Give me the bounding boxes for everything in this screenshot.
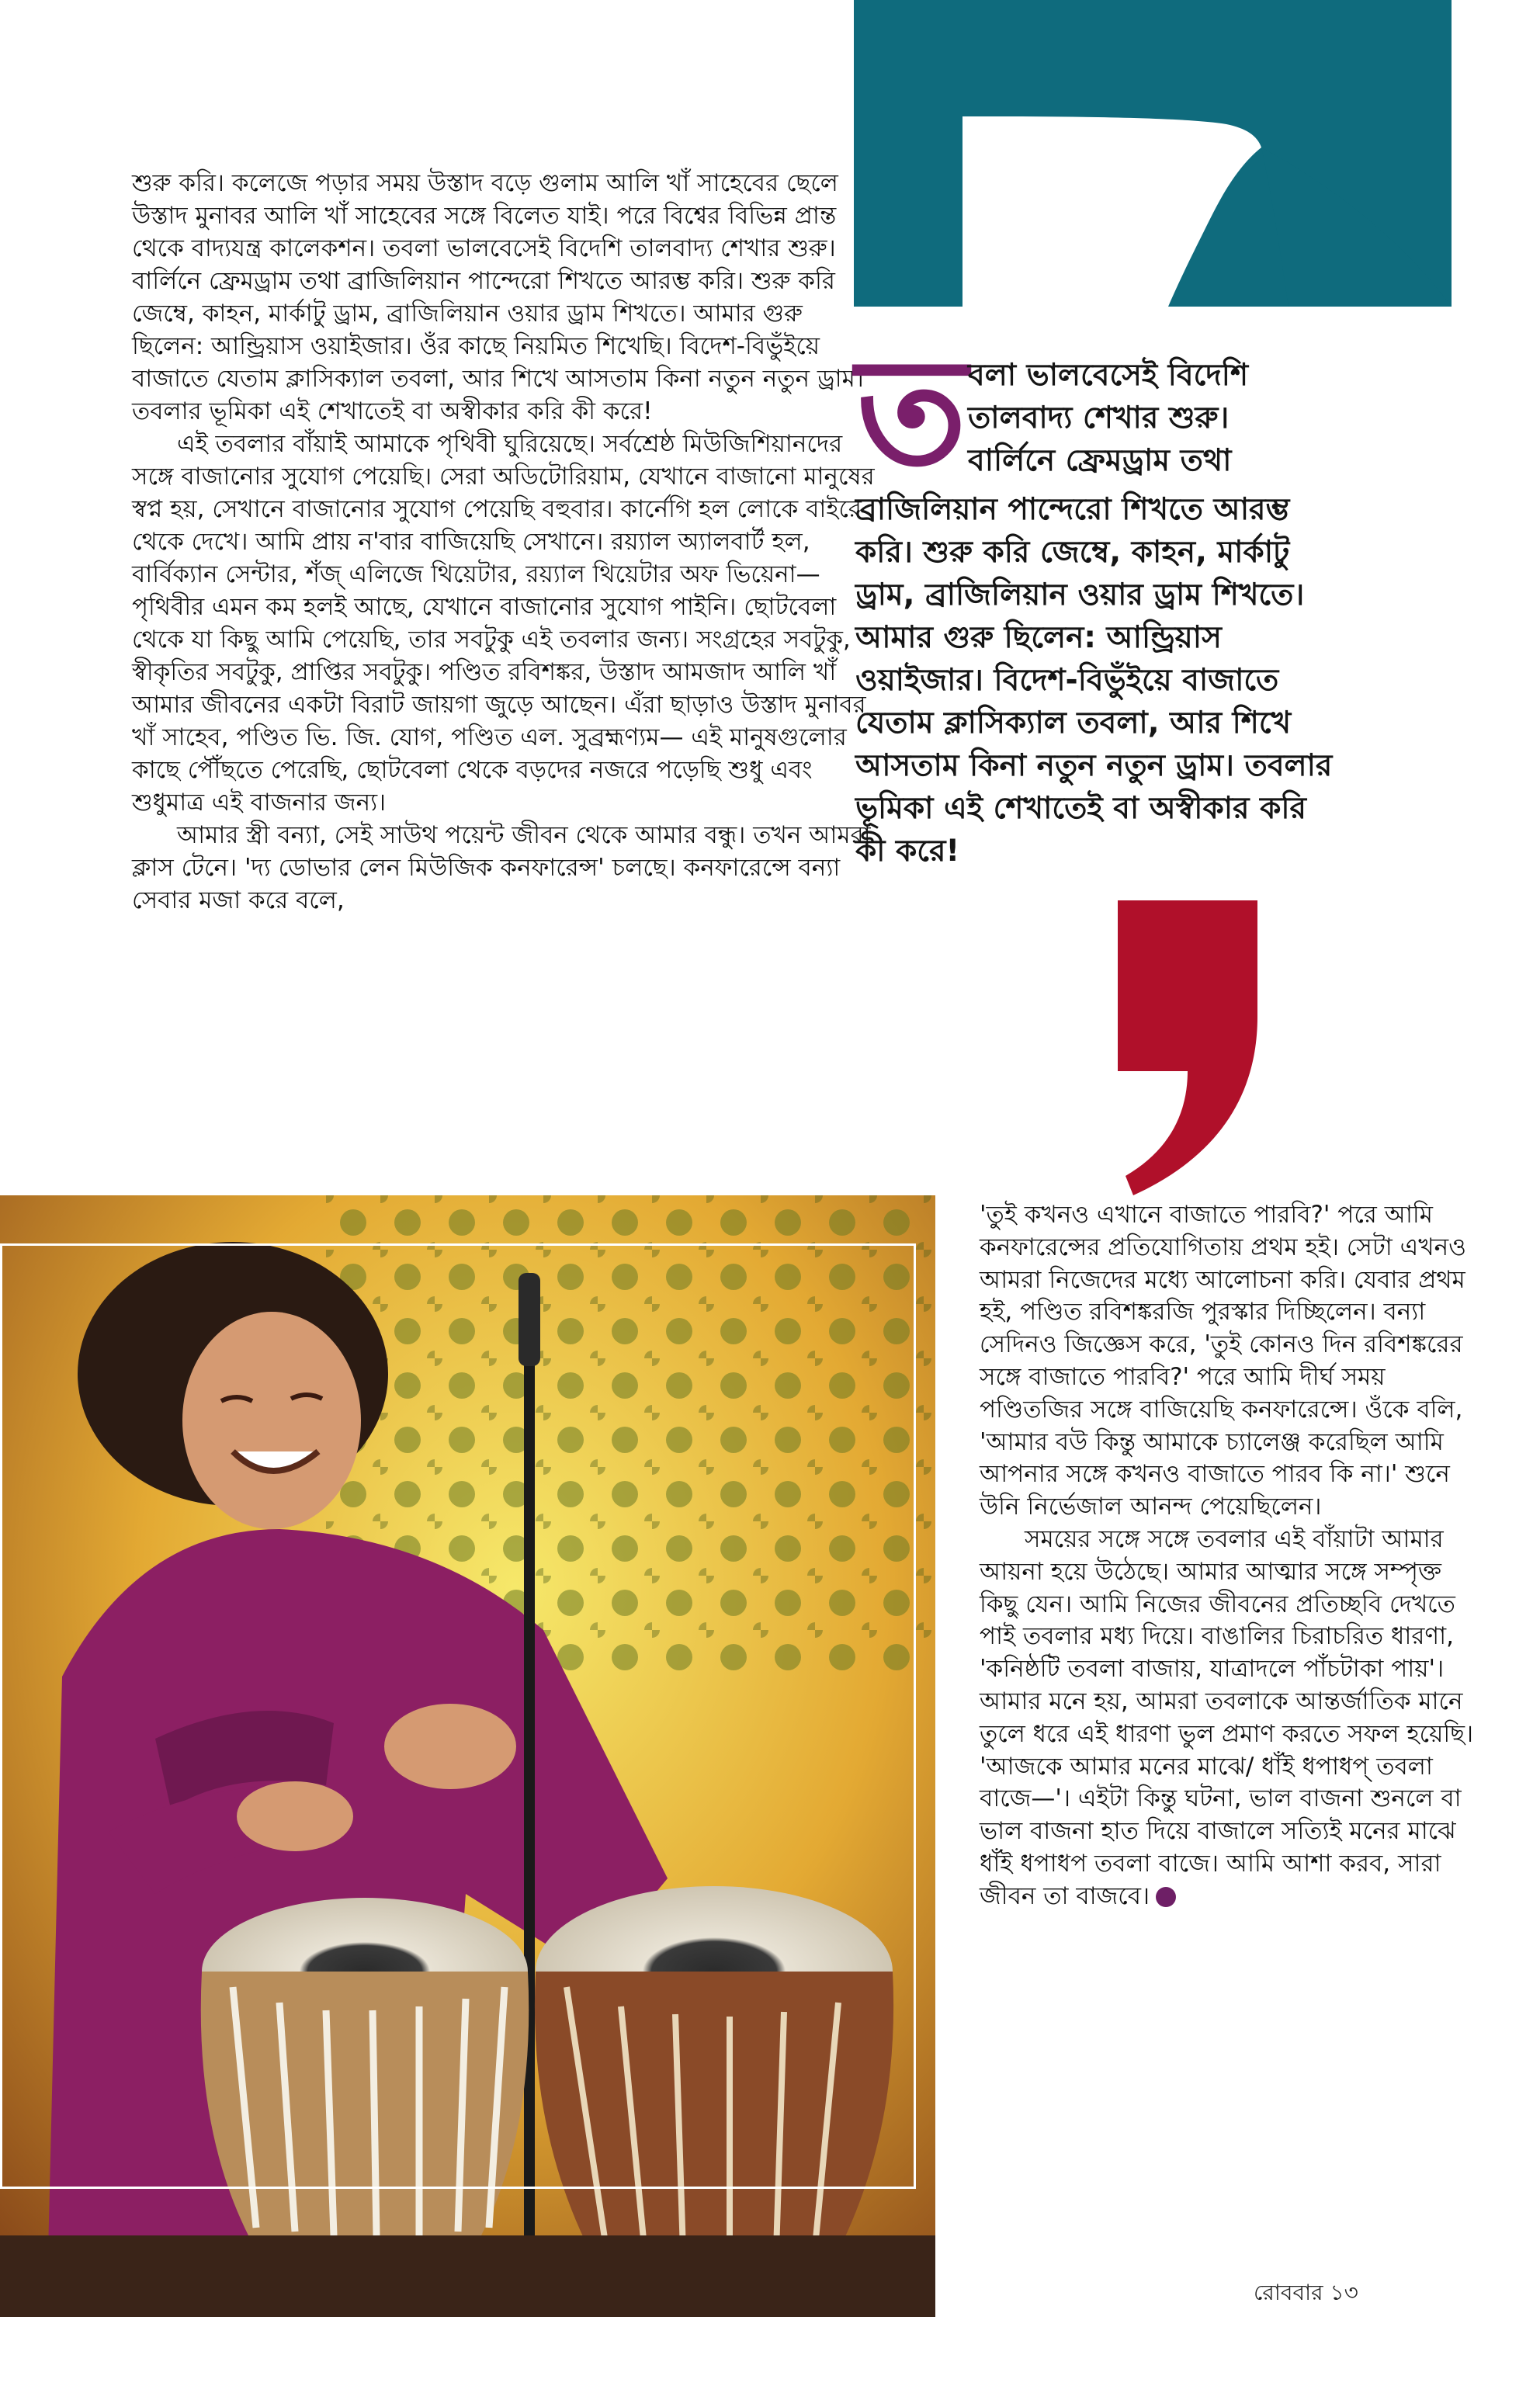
article-paragraph: 'তুই কখনও এখানে বাজাতে পারবি?' পরে আমি কনফারেন্সের প্রতিযোগিতায় প্রথম হই। সেটা এখনও আমরা নিজেদের মধ্যে আলোচনা করি। যেবার প্রথম হই, পণ্ডিত রবিশঙ্করজি পুরস্কার দিচ্ছিলেন। বন্যা সেদিনও জিজ্ঞেস করে, 'তুই কোনও দিন রবিশঙ্করের সঙ্গে বাজাতে পারবি?' পরে আমি দীর্ঘ সময় পণ্ডিতজির সঙ্গে বাজিয়েছি কনফারেন্সে। ওঁকে বলি, 'আমার বউ কিন্তু আমাকে চ্যালেঞ্জ করেছিল আমি আপনার সঙ্গে কখনও বাজাতে পারব কি না।' শুনে উনি নির্ভেজাল আনন্দ পেয়েছিলেন। — [980, 1201, 1466, 1521]
pull-quote-line: বলা ভালবেসেই বিদেশি — [968, 358, 1249, 393]
article-paragraph: আমার স্ত্রী বন্যা, সেই সাউথ পয়েন্ট জীবন থেকে আমার বন্ধু। তখন আমরা ক্লাস টেনে। 'দ্য ডোভার লেন মিউজিক কনফারেন্স' চলছে। কনফারেন্সে বন্যা সেবার মজা করে বলে, — [132, 821, 871, 914]
pull-quote-text: ব্রাজিলিয়ান পান্দেরো শিখতে আরম্ভ করি। শুরু করি জেম্বে, কাহন, মার্কাটু ড্রাম, ব্রাজিলিয়ান ওয়ার ড্রাম শিখতে। আমার গুরু ছিলেন: আন্ড্রিয়াস ওয়াইজার। বিদেশ-বিভুঁইয়ে বাজাতে যেতাম ক্লাসিক্যাল তবলা, আর শিখে আসতাম কিনা নতুন নতুন ড্রাম। তবলার ভূমিকা এই শেখাতেই বা অস্বীকার করি কী করে! — [855, 492, 1333, 869]
opening-quote-mark — [854, 0, 1452, 307]
pull-quote-line: তালবাদ্য শেখার শুরু। — [968, 401, 1230, 435]
closing-quote-mark — [1102, 900, 1257, 1195]
end-of-article-dot-icon — [1156, 1887, 1176, 1907]
article-paragraph: এই তবলার বাঁয়াই আমাকে পৃথিবী ঘুরিয়েছে। সর্বশ্রেষ্ঠ মিউজিশিয়ানদের সঙ্গে বাজানোর সুযোগ পেয়েছি। সেরা অডিটোরিয়াম, যেখানে বাজানো মানুষের স্বপ্ন হয়, সেখানে বাজানোর সুযোগ পেয়েছি বহুবার। কার্নেগি হল লোকে বাইরে থেকে দেখে। আমি প্রায় ন'বার বাজিয়েছি সেখানে। রয়্যাল অ্যালবার্ট হল, বার্বিক্যান সেন্টার, শঁজ্ এলিজে থিয়েটার, রয়্যাল থিয়েটার অফ ভিয়েনা— পৃথিবীর এমন কম হলই আছে, যেখানে বাজানোর সুযোগ পাইনি। ছোটবেলা থেকে যা কিছু আমি পেয়েছি, তার সবটুকু এই তবলার জন্য। সংগ্রহের সবটুকু, স্বীকৃতির সবটুকু, প্রাপ্তির সবটুকু। পণ্ডিত রবিশঙ্কর, উস্তাদ আমজাদ আলি খাঁ আমার জীবনের একটা বিরাট জায়গা জুড়ে আছেন। এঁরা ছাড়াও উস্তাদ মুনাবর খাঁ সাহেব, পণ্ডিত ভি. জি. যোগ, পণ্ডিত এল. সুব্রহ্মণ্যম— এই মানুষগুলোর কাছে পৌঁছতে পেরেছি, ছোটবেলা থেকে বড়দের নজরে পড়েছি শুধু এবং শুধুমাত্র এই বাজনার জন্য। — [132, 430, 875, 817]
article-paragraph: সময়ের সঙ্গে সঙ্গে তবলার এই বাঁয়াটা আমার আয়না হয়ে উঠেছে। আমার আত্মার সঙ্গে সম্পৃক্ত কিছু যেন। আমি নিজের জীবনের প্রতিচ্ছবি দেখতে পাই তবলার মধ্য দিয়ে। বাঙালির চিরাচরিত ধারণা, 'কনিষ্ঠটি তবলা বাজায়, যাত্রাদলে পাঁচটাকা পায়'। আমার মনে হয়, আমরা তবলাকে আন্তর্জাতিক মানে তুলে ধরে এই ধারণা ভুল প্রমাণ করতে সফল হয়েছি। 'আজকে আমার মনের মাঝে/ ধাঁই ধপাধপ্ তবলা বাজে—'। এইটা কিন্তু ঘটনা, ভাল বাজনা শুনলে বা ভাল বাজনা হাত দিয়ে বাজালে সত্যিই মনের মাঝে ধাঁই ধপাধপ তবলা বাজে। আমি আশা করব, সারা জীবন তা বাজবে। — [980, 1524, 1474, 1910]
tabla-player-photo — [0, 1195, 935, 2317]
left-article-column — [132, 167, 877, 917]
article-paragraph: শুরু করি। কলেজে পড়ার সময় উস্তাদ বড়ে গুলাম আলি খাঁ সাহেবের ছেলে উস্তাদ মুনাবর আলি খাঁ সাহেবের সঙ্গে বিলেত যাই। পরে বিশ্বের বিভিন্ন প্রান্ত থেকে বাদ্যযন্ত্র কালেকশন। তবলা ভালবেসেই বিদেশি তালবাদ্য শেখার শুরু। বার্লিনে ফ্রেমড্রাম তথা ব্রাজিলিয়ান পান্দেরো শিখতে আরম্ভ করি। শুরু করি জেম্বে, কাহন, মার্কাটু ড্রাম, ব্রাজিলিয়ান ওয়ার ড্রাম শিখতে। আমার গুরু ছিলেন: আন্ড্রিয়াস ওয়াইজার। ওঁর কাছে নিয়মিত শিখেছি। বিদেশ-বিভুঁইয়ে বাজাতে যেতাম ক্লাসিক্যাল তবলা, আর শিখে আসতাম কিনা নতুন নতুন ড্রাম। তবলার ভূমিকা এই শেখাতেই বা অস্বীকার করি কী করে! — [132, 169, 864, 425]
page-footer: রোববার ১৩ — [1254, 2280, 1358, 2305]
drop-cap: ত — [856, 324, 967, 498]
pull-quote — [855, 324, 1337, 872]
right-article-column — [980, 1199, 1476, 1913]
pull-quote-line: বার্লিনে ফ্রেমড্রাম তথা — [968, 443, 1232, 478]
